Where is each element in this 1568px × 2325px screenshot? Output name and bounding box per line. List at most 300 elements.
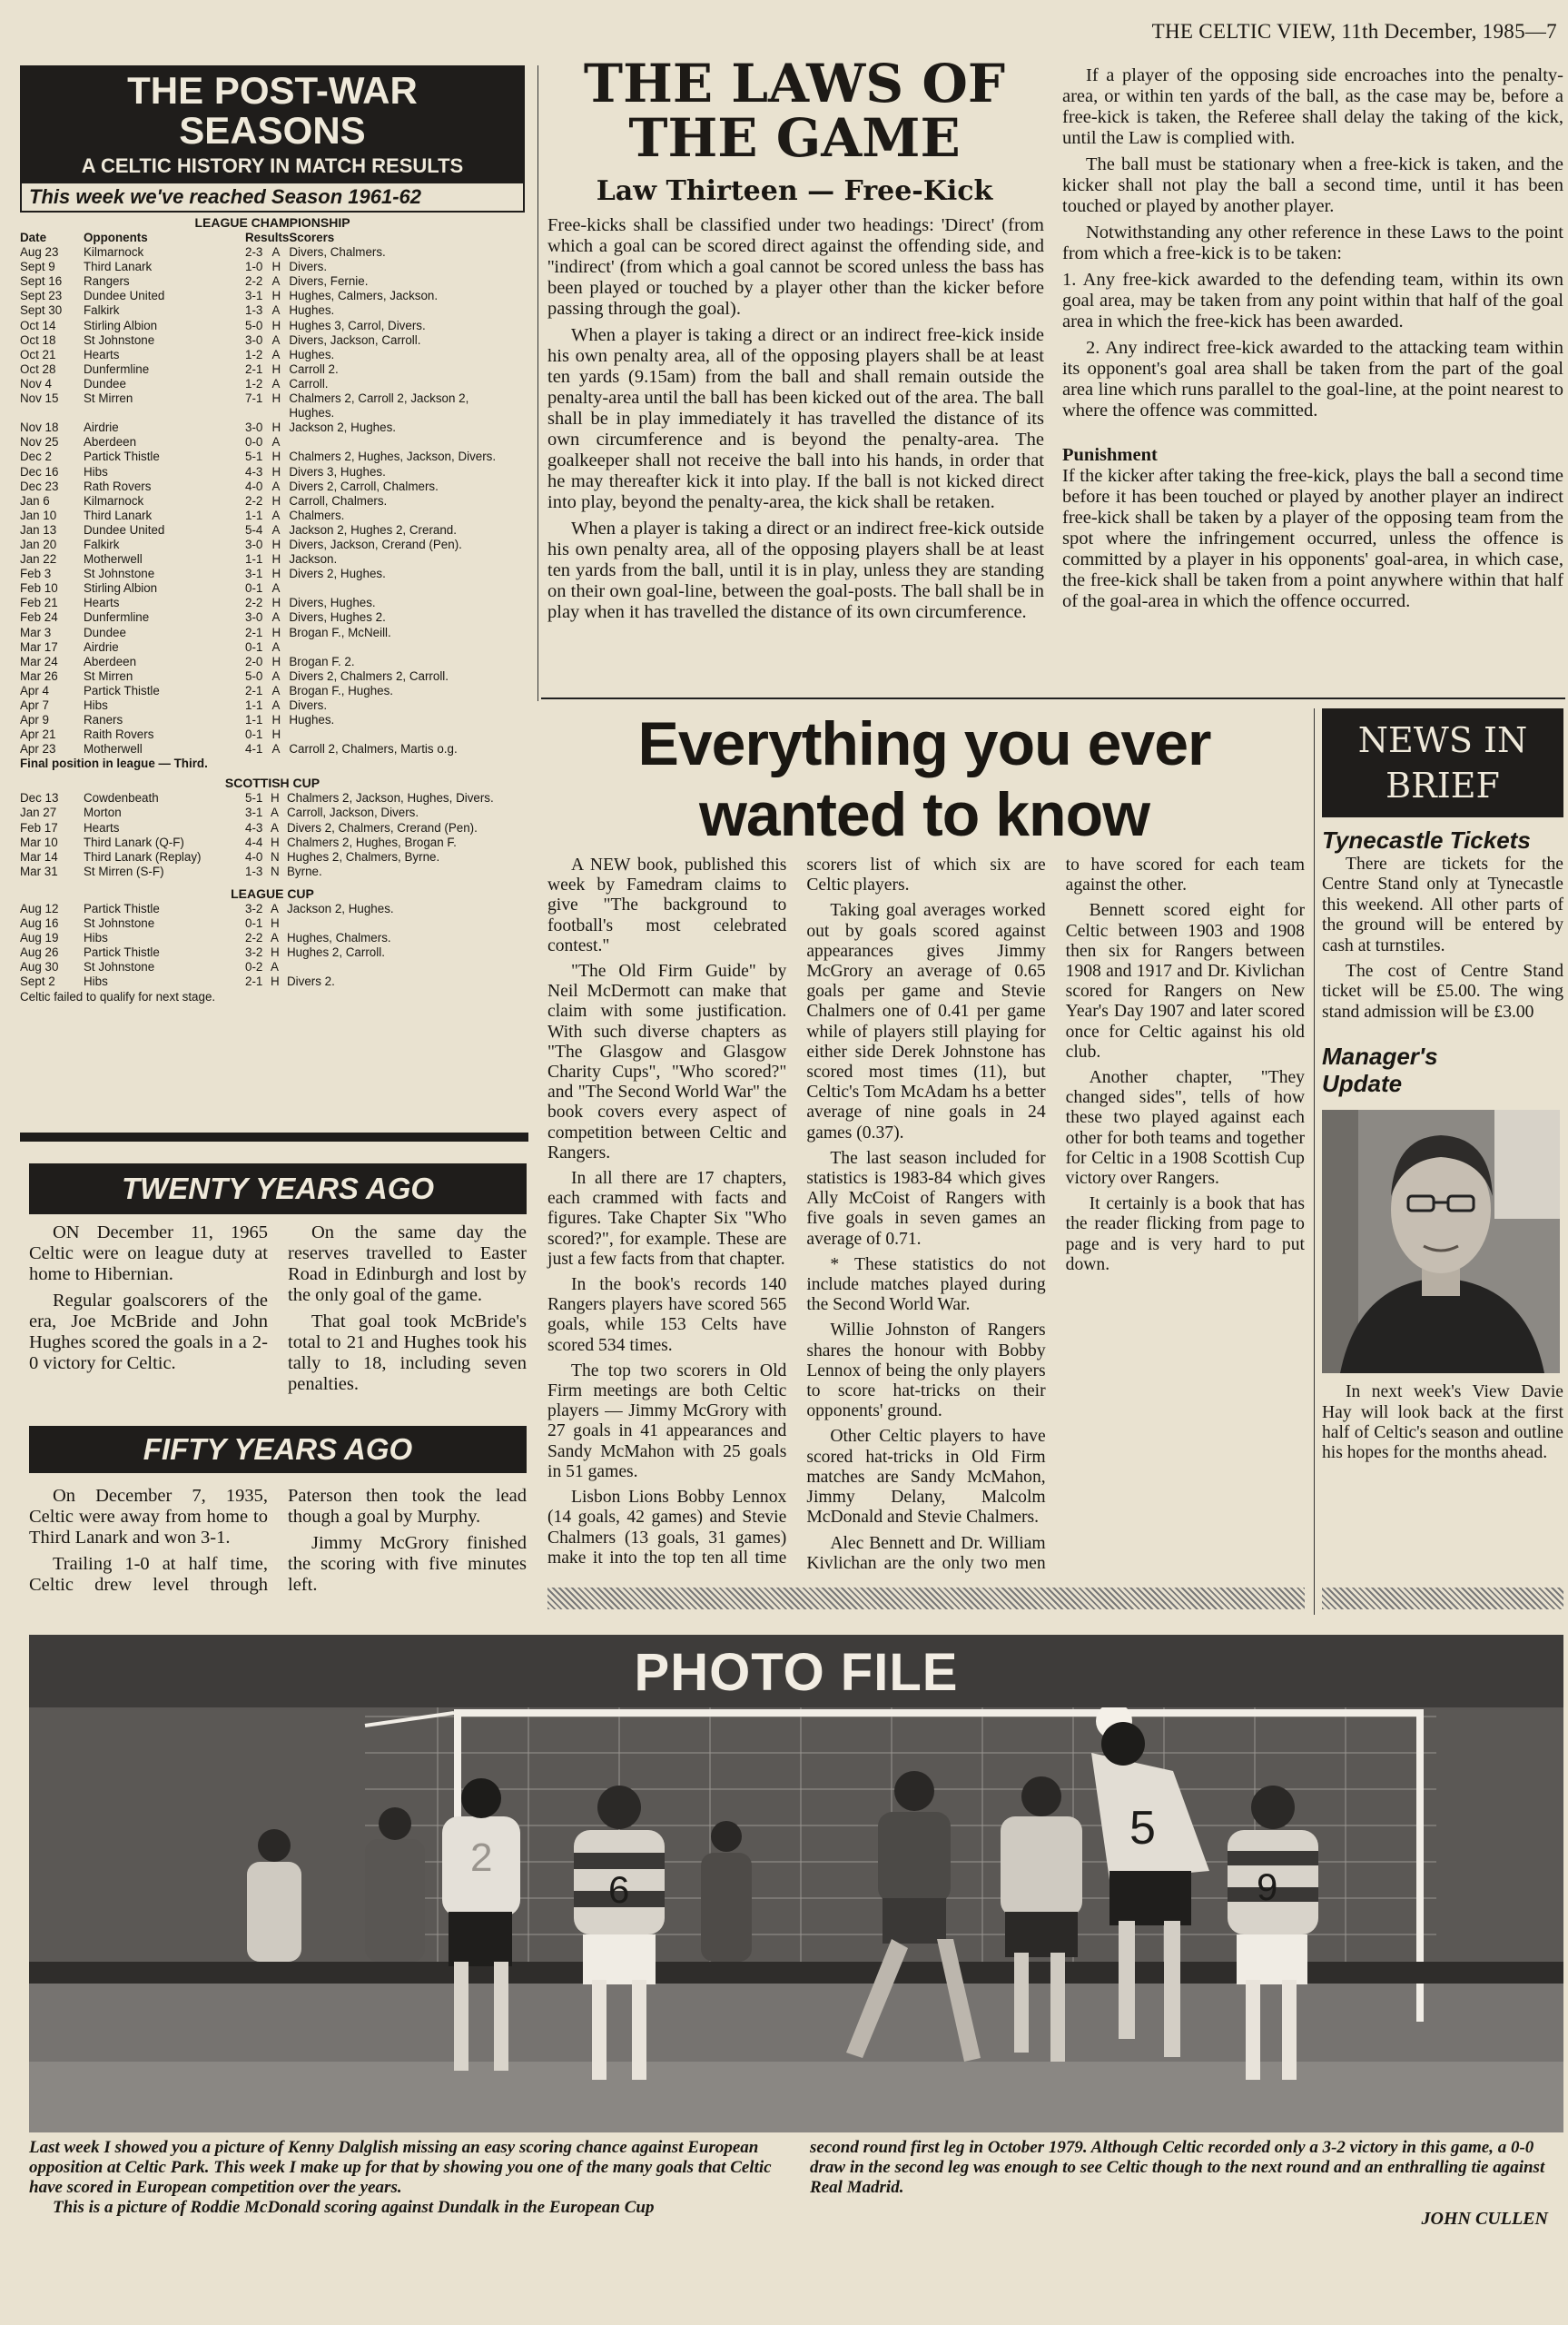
cell-opponent: Kilmarnock (84, 245, 144, 260)
news-heading-1: NEWS IN (1357, 720, 1528, 760)
cell-date: Mar 14 (20, 849, 58, 864)
cell-date: Mar 31 (20, 864, 58, 878)
cell-venue: A (271, 683, 281, 698)
cell-venue: A (271, 508, 281, 522)
shirt-number-6: 6 (608, 1868, 630, 1911)
cell-venue: H (271, 552, 281, 567)
cell-score: 1-2 (245, 376, 263, 391)
cell-venue: A (271, 581, 281, 596)
cell-score: 5-0 (245, 318, 263, 332)
everything-paragraph: The last season included for statistics is 1983-84 which gives Ally McCoist of Rangers with five goals in seven games an average of 0.71. (806, 1148, 1046, 1249)
cell-score: 4-1 (245, 742, 263, 757)
cell-scorers: Hughes. (289, 713, 335, 727)
table-row (20, 260, 525, 274)
cell-opponent: St Johnstone (84, 916, 155, 931)
cell-opponent: Rangers (84, 274, 130, 289)
cell-scorers: Divers 2, Chalmers 2, Carroll. (289, 668, 449, 683)
cell-date: Mar 24 (20, 654, 58, 668)
cell-score: 2-2 (245, 596, 263, 610)
laws-title-2: THE GAME (628, 107, 961, 169)
laws-subtitle: Law Thirteen — Free-Kick (596, 175, 993, 207)
punishment-heading: Punishment (1062, 445, 1158, 465)
table-row (20, 523, 525, 538)
shirt-number-9: 9 (1257, 1865, 1278, 1908)
cell-score: 4-0 (245, 849, 263, 864)
cell-venue: H (271, 464, 281, 479)
tickets-p2: The cost of Centre Stand ticket will be £5.00. The wing stand admission will be £3.00 (1322, 962, 1563, 1022)
cup-heading: SCOTTISH CUP (224, 776, 321, 791)
cell-opponent: Dundee (84, 625, 126, 639)
cell-score: 2-1 (245, 683, 263, 698)
cell-score: 2-3 (245, 245, 263, 260)
laws-p9: If the kicker after taking the free-kick, plays the ball a second time before it has been touched or played by another player an indirect free-kick shall be taken by a player of the opposing team from the spot where the infringement occurred, unless the offence is committed by a player in his opponents' goal-area, in which case, the free-kick shall be taken from a point anywhere within that half of the goal-area in which the offence occurred. (1062, 466, 1563, 611)
cell-venue: A (271, 901, 279, 915)
cell-venue: A (271, 820, 279, 835)
cell-opponent: Falkirk (84, 303, 120, 318)
cell-date: Aug 23 (20, 245, 59, 260)
laws-p8: 2. Any indirect free-kick awarded to the attacking team within its opponent's goal area shall be taken from the part of the goal area line which runs parallel to the goal-line, at the point nearest to where the offence was committed. (1062, 338, 1563, 420)
cell-opponent: Stirling Albion (84, 318, 158, 332)
table-row (20, 698, 525, 713)
cell-scorers: Divers 2, Chalmers, Crerand (Pen). (287, 820, 478, 835)
table-row (20, 960, 525, 975)
postwar-season-line: This week we've reached Season 1961-62 (20, 183, 525, 213)
everything-dots (547, 1588, 1305, 1609)
cell-venue: H (271, 945, 280, 960)
tickets-text (1322, 855, 1563, 1023)
cell-scorers: Carroll, Jackson, Divers. (287, 806, 419, 820)
cell-scorers: Divers 2, Carroll, Chalmers. (289, 479, 439, 493)
everything-paragraph: The top two scorers in Old Firm meetings are both Celtic players — Jimmy McGrory with 27 goals in 41 appearances and Sandy McMahon with 25 goals in 51 games. (547, 1360, 787, 1481)
laws-p3: When a player is taking a direct or an indirect free-kick outside his own penalty area, all of the opposing players shall be at least ten yards from the ball, until it is in play, unless they are standing on their own goal-line, between the goal-posts. The ball shall be in play when it has travelled the distance of its own circumference. (547, 519, 1044, 622)
cell-opponent: Hearts (84, 596, 120, 610)
cell-scorers: Divers, Fernie. (289, 274, 369, 289)
table-row (20, 713, 525, 727)
fifty-banner (29, 1426, 527, 1473)
cell-date: Jan 13 (20, 522, 57, 537)
cell-score: 1-3 (245, 303, 263, 318)
cell-opponent: Airdrie (84, 420, 119, 435)
cell-venue: H (271, 420, 281, 435)
cell-score: 3-0 (245, 537, 263, 551)
photo-caption-right: second round first leg in October 1979. Although Celtic recorded only a 3-2 victory in this game, a 0-0 draw in the second leg was enough to see Celtic though to the next round and an enthralling tie against Real Madrid. (810, 2138, 1545, 2197)
cell-opponent: Partick Thistle (84, 450, 160, 464)
cell-venue: H (271, 975, 280, 989)
cell-opponent: Motherwell (84, 742, 143, 757)
everything-title-1: Everything you ever (637, 709, 1211, 778)
table-row (20, 420, 525, 435)
laws-col1 (547, 215, 1044, 628)
cell-scorers: Divers 2. (287, 975, 335, 989)
cell-date: Mar 26 (20, 668, 58, 683)
cell-score: 7-1 (245, 391, 263, 406)
everything-paragraph: Bennett scored eight for Celtic between 1903 and 1908 then six for Rangers between 1908 and 1917 and Dr. Kivlichan scored for Rangers on New Year's Day 1907 and later scored once for Celtic against his old club. (1065, 901, 1305, 1062)
table-row (20, 626, 525, 640)
everything-paragraph: Lisbon Lions Bobby Lennox (14 goals, 42 games) and Stevie Chalmers (13 goals, 31 games) make it into the top ten all time scorers list of which six are Celtic players. (547, 856, 1046, 1568)
cell-score: 1-1 (245, 508, 263, 522)
news-section (1322, 708, 1563, 1469)
everything-paragraph: Another chapter, "They changed sides", tells of how these two played against each other for both teams and together for Celtic in a 1908 Scottish Cup victory over Rangers. (1065, 1068, 1305, 1189)
table-row (20, 538, 525, 552)
cell-opponent: Hibs (84, 698, 108, 712)
cell-opponent: Aberdeen (84, 435, 137, 450)
cell-venue: N (271, 864, 280, 878)
cell-venue: A (271, 435, 281, 450)
postwar-banner (20, 65, 525, 183)
cell-opponent: Stirling Albion (84, 581, 158, 596)
cell-venue: H (271, 596, 281, 610)
cell-score: 2-1 (245, 975, 263, 989)
cell-scorers: Chalmers. (289, 508, 345, 522)
cell-score: 2-2 (245, 493, 263, 508)
table-row (20, 319, 525, 333)
cell-opponent: Falkirk (84, 537, 120, 551)
cell-score: 0-1 (245, 916, 263, 931)
cell-score: 3-1 (245, 806, 263, 820)
cell-opponent: Third Lanark (Q-F) (84, 835, 184, 849)
cell-date: Aug 12 (20, 901, 59, 915)
cell-score: 2-2 (245, 931, 263, 945)
cell-score: 5-1 (245, 791, 263, 806)
cell-date: Dec 16 (20, 464, 59, 479)
cell-scorers: Chalmers 2, Jackson, Hughes, Divers. (287, 791, 494, 806)
everything-paragraph: * These statistics do not include matches played during the Second World War. (806, 1254, 1046, 1315)
cell-scorers: Brogan F., McNeill. (289, 625, 391, 639)
fifty-p1: On December 7, 1935, Celtic were away from home to Third Lanark and won 3-1. (29, 1486, 268, 1548)
everything-paragraph: A NEW book, published this week by Famedram claims to give "The background to football's most celebrated contest." (547, 856, 787, 955)
cell-venue: A (271, 332, 281, 347)
table-row (20, 821, 525, 836)
table-row (20, 509, 525, 523)
page-header: THE CELTIC VIEW, 11th December, 1985—7 (1151, 20, 1557, 43)
cell-scorers: Hughes 2, Chalmers, Byrne. (287, 849, 440, 864)
cell-scorers: Divers, Jackson, Carroll. (289, 332, 421, 347)
cell-score: 1-3 (245, 864, 263, 878)
table-row (20, 684, 525, 698)
cell-score: 0-1 (245, 727, 263, 742)
cell-scorers: Chalmers 2, Carroll 2, Jackson 2, (289, 391, 469, 406)
cell-opponent: Aberdeen (84, 654, 137, 668)
manager-p1: In next week's View Davie Hay will look back at the first half of Celtic's season and outline his hopes for the months ahead. (1322, 1382, 1563, 1463)
cell-opponent: Partick Thistle (84, 683, 160, 698)
lcup-heading: LEAGUE CUP (231, 885, 314, 901)
laws-p7: 1. Any free-kick awarded to the defending team, within its own goal area, may be taken from any point within that half of the goal area in which the free-kick has been awarded. (1062, 270, 1563, 331)
table-row (20, 610, 525, 625)
cell-date: Oct 14 (20, 318, 56, 332)
photo-file (29, 1635, 1563, 2132)
cell-scorers: Hughes. (289, 406, 335, 420)
laws-p6: Notwithstanding any other reference in these Laws to the point from which a free-kick is to be taken: (1062, 223, 1563, 263)
table-row (20, 975, 525, 989)
photo-caption-left (29, 2138, 783, 2218)
postwar-title-1: THE POST-WAR (127, 69, 418, 112)
postwar-title-2: SEASONS (179, 109, 366, 152)
table-row (20, 289, 525, 303)
cell-scorers: Hughes 3, Carrol, Divers. (289, 318, 426, 332)
cell-score: 2-2 (245, 274, 263, 289)
cell-date: Apr 21 (20, 727, 56, 742)
cell-venue: A (271, 245, 281, 260)
cell-venue: A (271, 698, 281, 712)
table-row (20, 303, 525, 318)
cell-score: 1-2 (245, 347, 263, 361)
cell-date: Feb 3 (20, 567, 52, 581)
manager-text (1322, 1382, 1563, 1464)
cell-date: Jan 6 (20, 493, 50, 508)
table-row (20, 435, 525, 450)
postwar-bottom-rule (20, 1133, 528, 1142)
cell-venue (271, 406, 289, 420)
cell-scorers (289, 640, 525, 655)
cell-score: 5-4 (245, 522, 263, 537)
news-heading-2: BRIEF (1386, 766, 1500, 806)
cell-scorers: Jackson 2, Hughes. (289, 420, 396, 435)
cell-opponent: Dunfermline (84, 361, 150, 376)
cell-scorers (289, 435, 525, 450)
table-row (20, 916, 525, 931)
cell-date: Mar 10 (20, 835, 58, 849)
table-row (20, 480, 525, 494)
cell-date: Jan 22 (20, 552, 57, 567)
cell-opponent: Motherwell (84, 552, 143, 567)
table-row (20, 567, 525, 581)
twenty-p4: That goal took McBride's total to 21 and Hughes took his tally to 18, including seven penalties. (288, 1311, 527, 1394)
cell-scorers (287, 960, 525, 975)
cell-venue: H (271, 493, 281, 508)
caption-left-2: This is a picture of Roddie McDonald scoring against Dundalk in the European Cup (53, 2198, 655, 2217)
cell-opponent: St Mirren (84, 668, 133, 683)
table-row (20, 945, 525, 960)
table-row (20, 791, 525, 806)
cell-opponent: Hibs (84, 464, 108, 479)
col-results: Results (245, 231, 290, 244)
cell-venue: H (271, 567, 281, 581)
twenty-heading: TWENTY YEARS AGO (121, 1172, 435, 1205)
cell-score: 0-1 (245, 581, 263, 596)
cell-opponent: Rath Rovers (84, 479, 152, 493)
cell-date: Nov 25 (20, 435, 59, 450)
cell-opponent: Airdrie (84, 639, 119, 654)
manager-portrait (1322, 1110, 1560, 1373)
manager-heading-1: Manager's (1322, 1043, 1438, 1071)
cell-date: Apr 23 (20, 742, 56, 757)
lcup-table (20, 902, 525, 990)
cell-venue: H (271, 318, 281, 332)
cell-venue: A (271, 610, 281, 625)
fifty-p3: Jimmy McGrory finished the scoring with five minutes left. (288, 1533, 527, 1595)
cell-opponent: Kilmarnock (84, 493, 144, 508)
cell-opponent: St Johnstone (84, 960, 155, 975)
cell-scorers: Divers. (289, 260, 328, 274)
twenty-text (29, 1222, 527, 1413)
cell-venue: H (271, 260, 281, 274)
column-rule-2 (1314, 708, 1315, 1615)
tickets-p1: There are tickets for the Centre Stand only at Tynecastle this weekend. All other parts of the ground will be entered by cash at turnstiles. (1322, 855, 1563, 955)
cell-date: Sept 2 (20, 975, 55, 989)
cell-venue: H (271, 791, 280, 806)
table-row (20, 806, 525, 820)
cell-score: 4-3 (245, 464, 263, 479)
cell-date: Sept 30 (20, 303, 63, 318)
cell-venue: H (271, 727, 281, 742)
cell-score: 2-1 (245, 625, 263, 639)
cell-opponent: Third Lanark (84, 508, 153, 522)
table-row (20, 596, 525, 610)
cell-date: Mar 3 (20, 625, 52, 639)
cell-date: Aug 26 (20, 945, 59, 960)
twenty-p2: Regular goalscorers of the era, Joe McBride and John Hughes scored the goals in a 2-0 victory for Celtic. (29, 1291, 268, 1373)
fifty-heading: FIFTY YEARS AGO (143, 1432, 413, 1466)
everything-paragraph: It certainly is a book that has the reader flicking from page to page and is very hard to put down. (1065, 1194, 1305, 1274)
table-row (20, 669, 525, 684)
cell-opponent: Raith Rovers (84, 727, 154, 742)
match-photo (29, 1635, 1563, 2132)
cell-scorers: Divers, Chalmers. (289, 245, 386, 260)
cell-date: Oct 28 (20, 361, 56, 376)
laws-bottom-rule (541, 698, 1565, 699)
shirt-number-2: 2 (470, 1835, 493, 1880)
cell-venue: H (271, 450, 281, 464)
table-row (20, 333, 525, 348)
laws-col2 (1062, 65, 1563, 618)
cell-scorers: Hughes, Calmers, Jackson. (289, 289, 439, 303)
table-row (20, 850, 525, 865)
cell-scorers: Hughes. (289, 303, 335, 318)
cell-scorers: Divers, Hughes 2. (289, 610, 386, 625)
laws-title (549, 53, 1040, 169)
cell-score: 2-0 (245, 654, 263, 668)
cell-opponent: Dundee (84, 376, 126, 391)
cell-date: Oct 21 (20, 347, 56, 361)
cell-score: 3-1 (245, 289, 263, 303)
cell-date: Nov 15 (20, 391, 59, 406)
cell-scorers (289, 581, 525, 596)
everything-title (543, 708, 1306, 850)
cell-opponent: St Johnstone (84, 567, 155, 581)
cell-score: 5-1 (245, 450, 263, 464)
manager-heading-2: Update (1322, 1070, 1403, 1098)
cell-opponent: Partick Thistle (84, 901, 160, 915)
everything-text (547, 856, 1305, 1587)
cell-scorers (289, 727, 525, 742)
manager-heading (1322, 1043, 1563, 1097)
cell-venue: A (271, 639, 281, 654)
cell-opponent: Hearts (84, 820, 120, 835)
cell-scorers: Divers. (289, 698, 328, 712)
cell-score: 3-0 (245, 420, 263, 435)
cell-score (245, 406, 271, 420)
everything-paragraph: Taking goal averages worked out by goals scored against appearances gives Jimmy McGrory an average of 0.65 goals per game and Stevie Chalmers one of 0.41 per game while of players still playing for either side Derek Johnstone has scored most times (11), but Celtic's Tom McAdam hs a better average of nine goals in 24 games (0.37). (806, 901, 1046, 1143)
cell-date: Nov 4 (20, 376, 52, 391)
everything-paragraph: In the book's records 140 Rangers players have scored 565 goals, while 153 Celts have scored 534 times. (547, 1275, 787, 1355)
cell-score: 4-0 (245, 479, 263, 493)
cell-opponent: Partick Thistle (84, 945, 160, 960)
cell-opponent: Hibs (84, 975, 108, 989)
table-row (20, 406, 525, 420)
cell-scorers: Divers 3, Hughes. (289, 464, 386, 479)
table-row (20, 865, 525, 879)
table-row (20, 362, 525, 377)
cell-venue: A (271, 742, 281, 757)
table-row (20, 727, 525, 742)
table-row (20, 655, 525, 669)
cell-score: 0-0 (245, 435, 263, 450)
cell-venue: H (271, 713, 281, 727)
cell-opponent: St Mirren (S-F) (84, 864, 164, 878)
cell-date: Feb 17 (20, 820, 58, 835)
col-scorers: Scorers (289, 231, 335, 244)
cell-opponent: Dundee United (84, 289, 165, 303)
table-row (20, 245, 525, 260)
lcup-final: Celtic failed to qualify for next stage. (20, 989, 216, 1004)
cell-date: Apr 7 (20, 698, 50, 712)
cell-date: Sept 23 (20, 289, 63, 303)
col-date: Date (20, 231, 47, 244)
laws-p1: Free-kicks shall be classified under two headings: 'Direct' (from which a goal can be scored direct against the offending side, and ''indirect' (from which a goal cannot be scored unless the bass has been played or touched by a player other than the kicker before passing through the goal). (547, 215, 1044, 319)
cell-venue: H (271, 391, 281, 406)
table-row (20, 391, 525, 406)
cell-venue: A (271, 931, 279, 945)
cell-venue: A (271, 668, 281, 683)
everything-paragraph: Alec Bennett and Dr. William Kivlichan are the only two men to have scored for each team against the other. (806, 856, 1305, 1573)
postwar-section (20, 65, 525, 1004)
cell-scorers: Byrne. (287, 864, 322, 878)
cell-opponent: St Johnstone (84, 332, 155, 347)
cell-scorers: Jackson 2, Hughes 2, Crerand. (289, 522, 457, 537)
cell-scorers: Hughes, Chalmers. (287, 931, 391, 945)
cell-venue: N (271, 849, 280, 864)
cell-score: 1-1 (245, 552, 263, 567)
cell-scorers: Chalmers 2, Hughes, Jackson, Divers. (289, 450, 497, 464)
cell-scorers: Hughes 2, Carroll. (287, 945, 385, 960)
cell-scorers: Jackson 2, Hughes. (287, 901, 394, 915)
table-row (20, 931, 525, 945)
table-row (20, 450, 525, 464)
twenty-p1: ON December 11, 1965 Celtic were on league duty at home to Hibernian. (29, 1222, 268, 1284)
cell-venue: H (271, 835, 280, 849)
everything-paragraph: Willie Johnston of Rangers shares the honour with Bobby Lennox of being the only players to score hat-tricks on their opponents' ground. (806, 1321, 1046, 1421)
cell-date: Apr 4 (20, 683, 50, 698)
cell-scorers: Jackson. (289, 552, 338, 567)
cell-date: Feb 21 (20, 596, 58, 610)
cell-date (20, 406, 84, 420)
laws-p4: If a player of the opposing side encroaches into the penalty-area, or within ten yards of the ball, as the case may be, before a free-kick is taken, the Referee shall delay the taking of the kick, until the Law is complied with. (1062, 65, 1563, 148)
cell-date: Dec 23 (20, 479, 59, 493)
cell-score: 5-0 (245, 668, 263, 683)
cell-date: Apr 9 (20, 713, 50, 727)
league-table (20, 231, 525, 757)
cell-score: 3-0 (245, 610, 263, 625)
column-rule-1 (537, 65, 538, 701)
table-row (20, 742, 525, 757)
cell-venue: A (271, 274, 281, 289)
cell-score: 0-1 (245, 639, 263, 654)
league-heading: LEAGUE CHAMPIONSHIP (194, 215, 350, 230)
table-row (20, 836, 525, 850)
cell-date: Oct 18 (20, 332, 56, 347)
cell-venue: H (271, 916, 280, 931)
cell-score: 2-1 (245, 361, 263, 376)
cell-venue: A (271, 303, 281, 318)
cell-score: 3-2 (245, 945, 263, 960)
photo-heading: PHOTO FILE (634, 1643, 959, 1702)
cell-date: Dec 2 (20, 450, 52, 464)
everything-paragraph: In all there are 17 chapters, each crammed with facts and figures. Take Chapter Six "Who scored?", for example. These are just a few facts from that chapter. (547, 1169, 787, 1269)
news-dots (1322, 1588, 1563, 1609)
cell-scorers: Carroll, Chalmers. (289, 493, 388, 508)
cell-score: 3-1 (245, 567, 263, 581)
cell-score: 3-0 (245, 332, 263, 347)
